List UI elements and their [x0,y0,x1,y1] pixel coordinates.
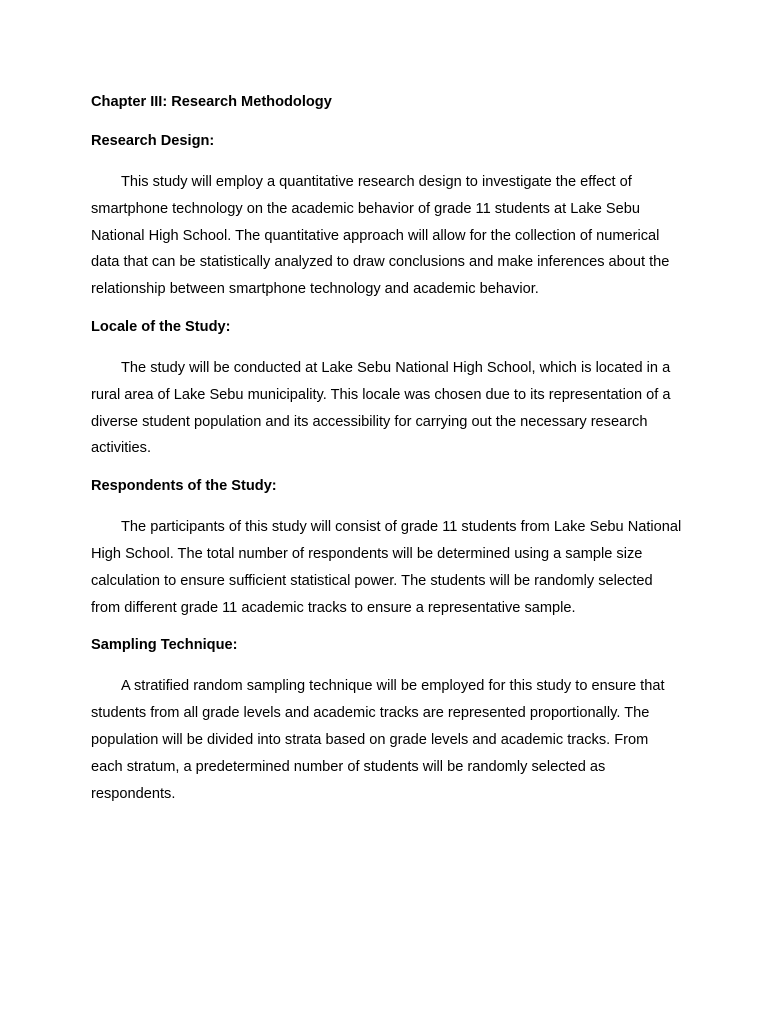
section-heading-locale: Locale of the Study: [91,318,231,335]
section-body-sampling: A stratified random sampling technique will be employed for this study to ensure that students from all grade levels and academic tracks are represented proportionally. The population will be divided into strata based on grade levels and academic tracks. From each stratum, a predetermined number of students will be randomly selected as respondents. [91,678,665,802]
document-content [91,91,683,807]
section-heading-respondents: Respondents of the Study: [91,478,277,495]
section-body-research-design: This study will employ a quantitative research design to investigate the effect of smartphone technology on the academic behavior of grade 11 students at Lake Sebu National High School. The quantitative approach will allow for the collection of numerical data that can be statistically analyzed to draw conclusions and make inferences about the relationship between smartphone technology and academic behavior. [91,174,670,298]
section-heading-research-design: Research Design: [91,133,215,149]
section-body-respondents: The participants of this study will consist of grade 11 students from Lake Sebu National High School. The total number of respondents will be determined using a sample size calculation to ensure sufficient statistical power. The students will be randomly selected from different grade 11 academic tracks to ensure a representative sample. [91,519,682,616]
section-body-locale: The study will be conducted at Lake Sebu National High School, which is located in a rural area of Lake Sebu municipality. This locale was chosen due to its representation of a diverse student population and its accessibility for carrying out the necessary research activities. [91,359,671,457]
section-heading-sampling: Sampling Technique: [91,637,238,654]
chapter-title: Chapter III: Research Methodology [91,94,332,110]
